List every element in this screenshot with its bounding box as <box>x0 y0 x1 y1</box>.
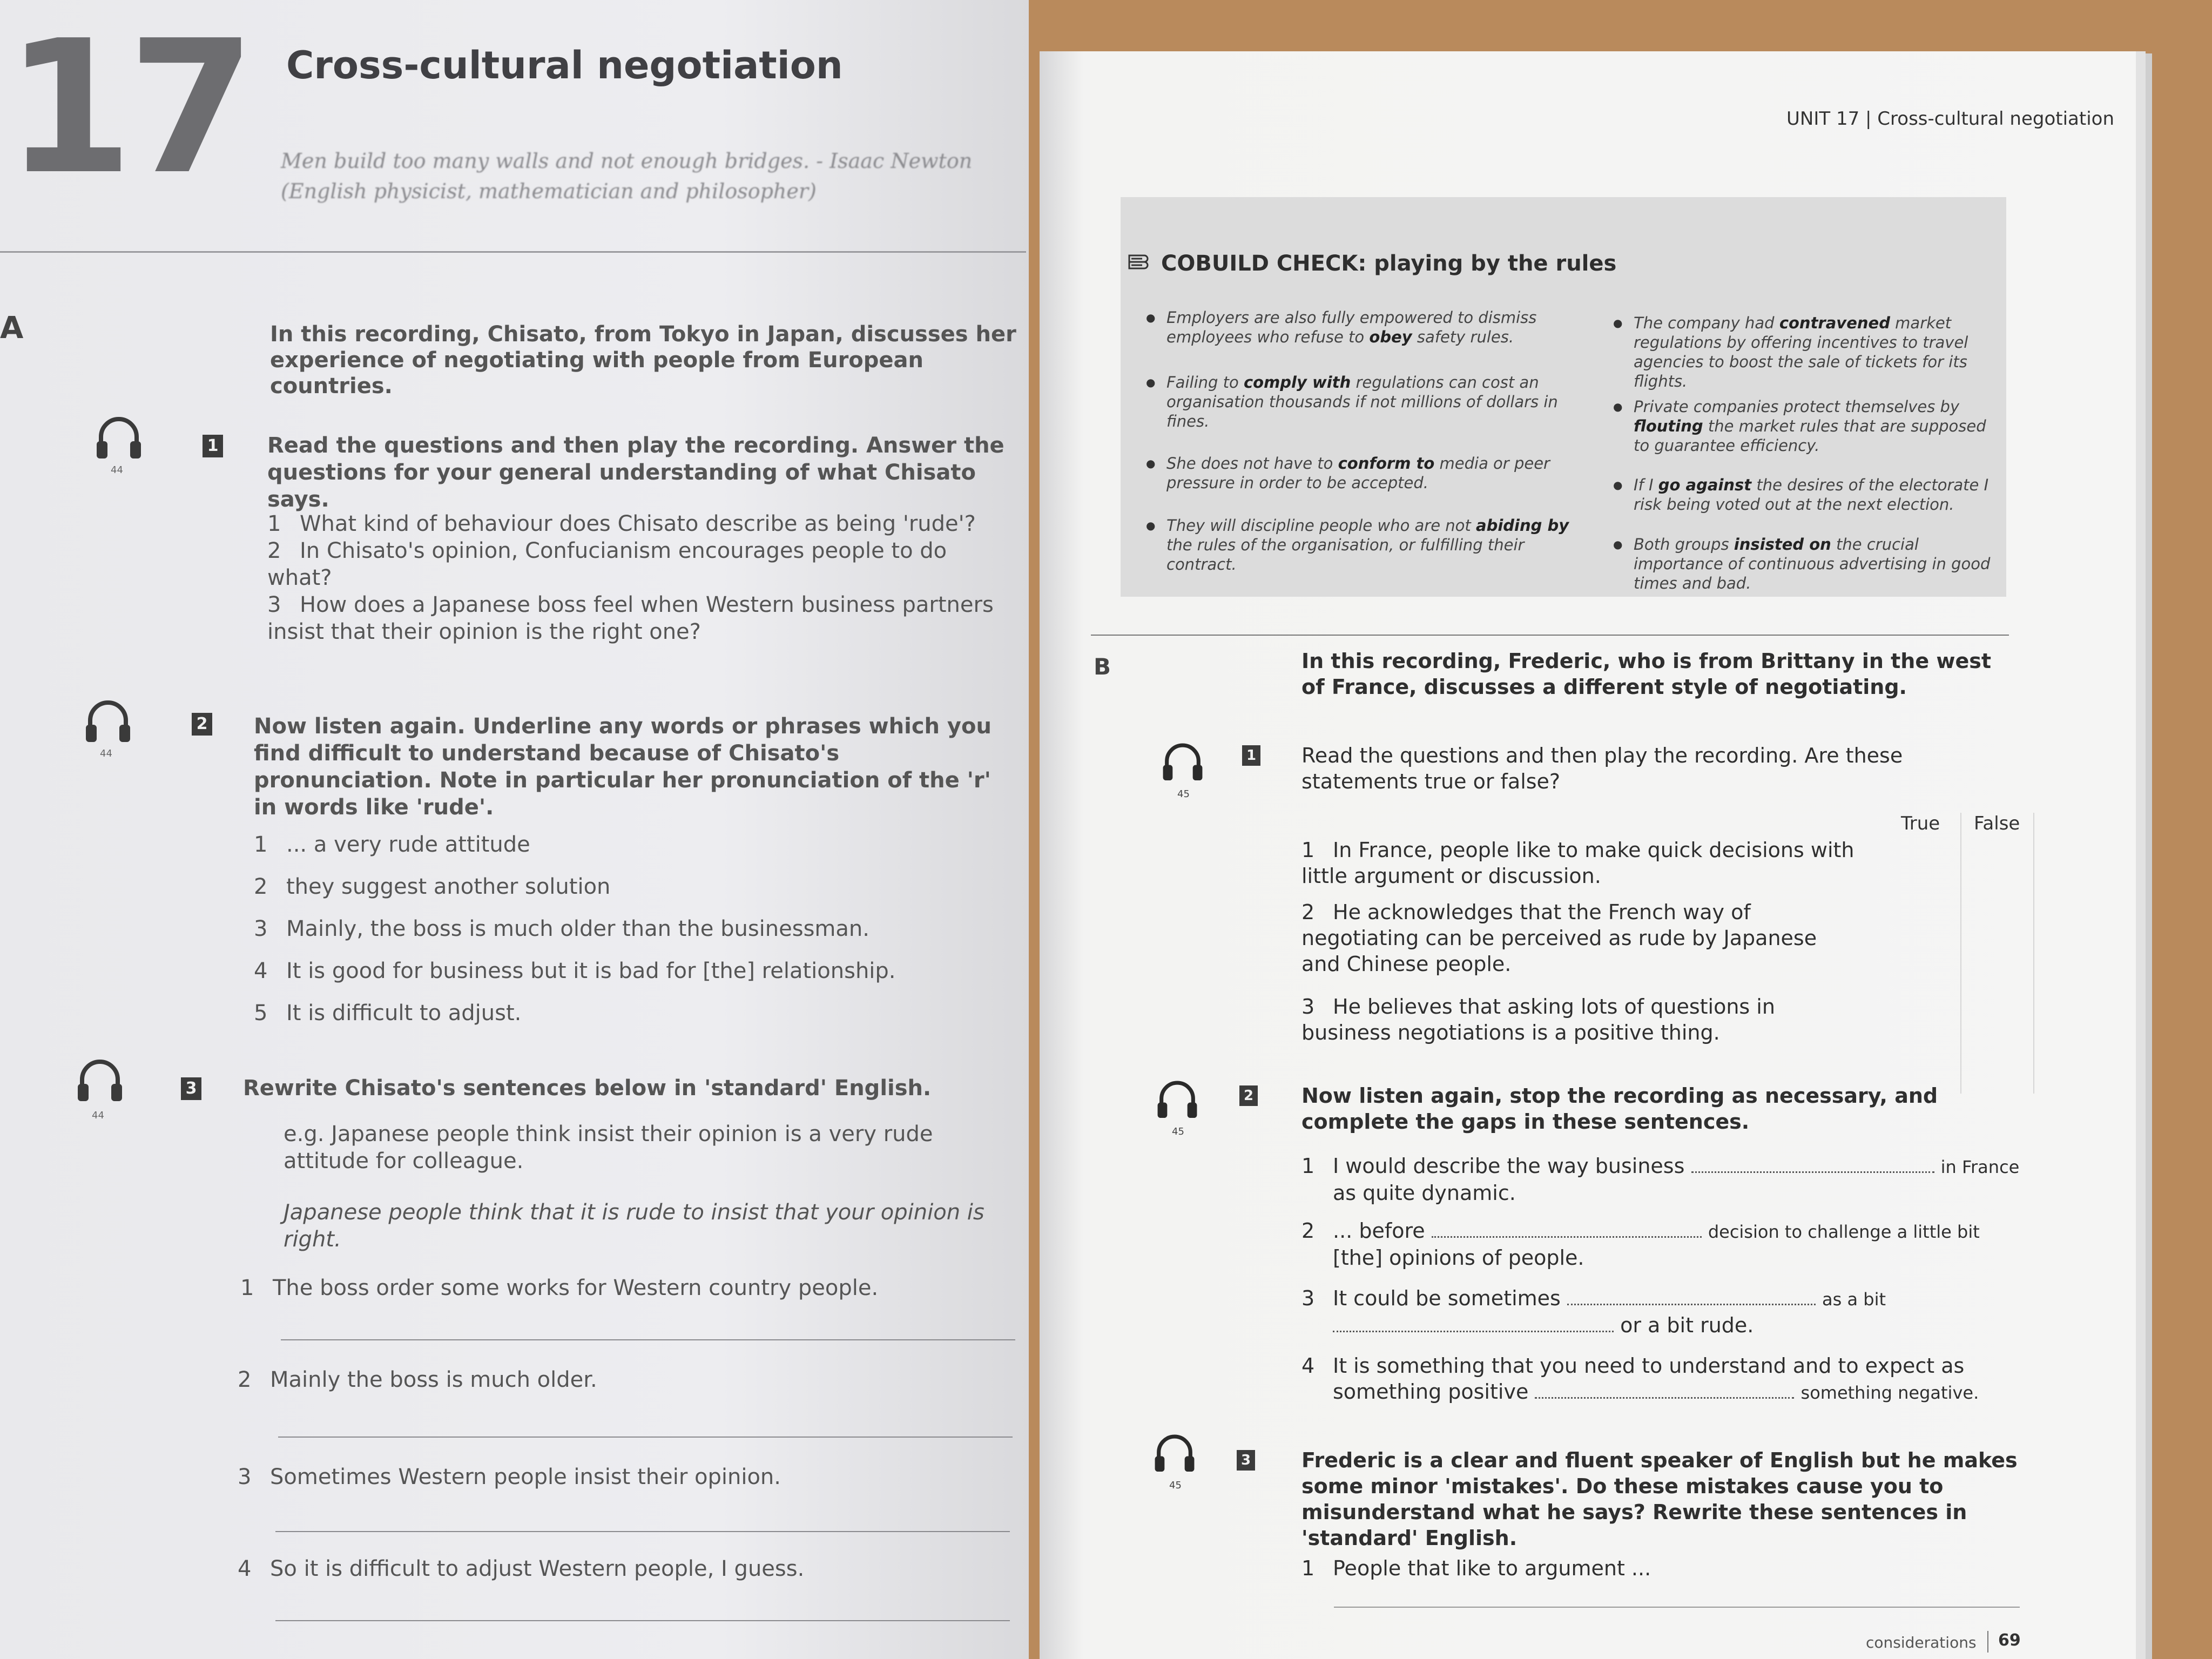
book-icon <box>1126 251 1150 275</box>
headphones-icon[interactable] <box>1153 1431 1196 1478</box>
audio-track-number: 45 <box>1177 788 1190 800</box>
unit-title: Cross-cultural negotiation <box>286 43 843 87</box>
answer-line[interactable] <box>1334 1607 2020 1608</box>
gap-item: 3 It could be sometimes as a bit or a bit rude. <box>1301 1286 1886 1337</box>
running-header: UNIT 17 | Cross-cultural negotiation <box>1786 108 2114 130</box>
exercise-a3-example-answer: Japanese people think that it is rude to insist that your opinion is right. <box>284 1200 984 1252</box>
column-header-true: True <box>1901 813 1940 834</box>
list-item: 1 ... a very rude attitude <box>254 832 530 857</box>
audio-track-number: 45 <box>1172 1126 1184 1137</box>
gap-field[interactable] <box>1691 1155 1934 1173</box>
section-letter-a: A <box>0 311 24 346</box>
list-item: 5 It is difficult to adjust. <box>254 1001 522 1026</box>
true-checkbox[interactable] <box>1909 840 1941 861</box>
exercise-a1-list <box>267 510 1018 645</box>
exercise-a2-instruction: Now listen again. Underline any words or phrases which you find difficult to understand because of Chisato's pronunciation. Note in particular her pronunciation of the 'r' in words like 'rude'. <box>254 714 992 820</box>
section-rule <box>1091 635 2009 636</box>
section-a-intro: In this recording, Chisato, from Tokyo in Japan, discusses her experience of negotiating with people from European countries. <box>270 322 1016 399</box>
section-b-intro: In this recording, Frederic, who is from Brittany in the west of France, discusses a different style of negotiating. <box>1301 649 1992 699</box>
exercise-a3-instruction: Rewrite Chisato's sentences below in 'standard' English. <box>243 1076 932 1101</box>
cobuild-title: COBUILD CHECK: playing by the rules <box>1161 251 1617 276</box>
exercise-b1-instruction: Read the questions and then play the recording. Are these statements true or false? <box>1301 744 1903 793</box>
cobuild-bullet: ● If I go against the desires of the electorate I risk being voted out at the next election. <box>1634 475 1995 514</box>
list-item: 4 It is good for business but it is bad for [the] relationship. <box>254 959 896 983</box>
false-checkbox[interactable] <box>1979 840 2012 861</box>
list-item: 3 Sometimes Western people insist their opinion. <box>238 1465 781 1489</box>
answer-line[interactable] <box>275 1620 1010 1621</box>
list-item: 1 The boss order some works for Western country people. <box>240 1276 879 1300</box>
true-checkbox[interactable] <box>1909 902 1941 923</box>
gap-field[interactable] <box>1535 1381 1794 1399</box>
answer-line[interactable] <box>281 1339 1015 1340</box>
right-page <box>1040 51 2136 1659</box>
exercise-number-badge: 1 <box>203 435 223 457</box>
section-letter-b: B <box>1094 653 1111 680</box>
exercise-number-badge: 2 <box>192 713 212 736</box>
audio-track-number: 44 <box>100 748 112 759</box>
false-checkbox[interactable] <box>1979 996 2012 1018</box>
cobuild-bullet: ● Private companies protect themselves by flouting the market rules that are supposed to guarantee efficiency. <box>1634 397 1995 455</box>
cobuild-bullet: ● Both groups insisted on the crucial importance of continuous advertising in good times and bad. <box>1634 535 1995 593</box>
column-divider <box>1960 813 1961 1094</box>
list-item: 1 People that like to argument ... <box>1301 1556 1651 1580</box>
list-item: 2 He acknowledges that the French way of negotiating can be perceived as rude by Japanese and Chinese people. <box>1301 900 1817 976</box>
page-number: 69 <box>1998 1631 2021 1650</box>
list-item: 4 So it is difficult to adjust Western people, I guess. <box>238 1556 805 1581</box>
quote-line-2: (English physicist, mathematician and philosopher) <box>281 179 817 203</box>
headphones-icon[interactable] <box>1156 1077 1199 1124</box>
column-header-false: False <box>1974 813 2020 834</box>
list-item: 1 In France, people like to make quick decisions with little argument or discussion. <box>1301 838 1854 888</box>
audio-track-number: 44 <box>111 464 123 476</box>
exercise-number-badge: 3 <box>181 1077 201 1100</box>
list-item: 2 Mainly the boss is much older. <box>238 1367 597 1392</box>
exercise-number-badge: 3 <box>1237 1450 1255 1471</box>
list-item: 3 Mainly, the boss is much older than the businessman. <box>254 916 869 941</box>
exercise-number-badge: 2 <box>1239 1085 1258 1106</box>
audio-track-number: 44 <box>92 1110 104 1121</box>
cobuild-bullet: ● Failing to comply with regulations can cost an organisation thousands if not millions of dollars in fines. <box>1166 373 1577 431</box>
gap-item: 4 It is something that you need to understand and to expect as something positive something negative. <box>1301 1354 1979 1404</box>
headphones-icon[interactable] <box>95 413 143 465</box>
gap-item: 1 I would describe the way business in France as quite dynamic. <box>1301 1154 2020 1205</box>
answer-line[interactable] <box>275 1531 1010 1532</box>
audio-track-number: 45 <box>1169 1480 1182 1491</box>
gap-item: 2 ... before decision to challenge a little bit [the] opinions of people. <box>1301 1219 1980 1270</box>
headphones-icon[interactable] <box>1161 740 1204 786</box>
exercise-a2-list <box>254 824 1021 1034</box>
cobuild-box <box>1121 197 2006 597</box>
true-checkbox[interactable] <box>1909 996 1941 1018</box>
header-rule <box>0 251 1026 253</box>
cobuild-bullet: ● The company had contravened market regulations by offering incentives to travel agencies to boost the sale of tickets for its flights. <box>1634 313 1995 391</box>
list-item: 3 He believes that asking lots of questions in business negotiations is a positive thing. <box>1301 995 1775 1044</box>
column-divider <box>2033 813 2034 1094</box>
gap-field[interactable] <box>1333 1314 1614 1332</box>
cobuild-bullet: ● Employers are also fully empowered to dismiss employees who refuse to obey safety rules. <box>1166 308 1577 347</box>
headphones-icon[interactable] <box>76 1056 124 1108</box>
quote <box>281 146 1026 206</box>
quote-line-1: Men build too many walls and not enough bridges. - Isaac Newton <box>281 149 973 173</box>
exercise-a1-instruction: Read the questions and then play the recording. Answer the questions for your general understanding of what Chisato says. <box>267 433 1004 512</box>
footer-label: considerations <box>1866 1634 1977 1651</box>
unit-number: 17 <box>5 1 251 215</box>
list-item: 3 How does a Japanese boss feel when Western business partners insist that their opinion is the right one? <box>267 592 994 644</box>
false-checkbox[interactable] <box>1979 902 2012 923</box>
gap-field[interactable] <box>1567 1287 1816 1305</box>
exercise-number-badge: 1 <box>1242 745 1260 766</box>
exercise-a3-example: e.g. Japanese people think insist their opinion is a very rude attitude for colleague. <box>284 1122 933 1174</box>
footer-divider <box>1987 1631 1988 1653</box>
exercise-b3-instruction: Frederic is a clear and fluent speaker of English but he makes some minor 'mistakes'. Do these mistakes cause you to misunderstand what he says? Rewrite these sentences in 'standard' English. <box>1301 1448 2018 1550</box>
list-item: 2 In Chisato's opinion, Confucianism encourages people to do what? <box>267 538 947 590</box>
cobuild-bullet: ● They will discipline people who are not abiding by the rules of the organisation, or fulfilling their contract. <box>1166 516 1577 574</box>
answer-line[interactable] <box>278 1437 1013 1438</box>
headphones-icon[interactable] <box>84 697 132 748</box>
list-item: 2 they suggest another solution <box>254 874 611 899</box>
cobuild-bullet: ● She does not have to conform to media or peer pressure in order to be accepted. <box>1166 454 1577 493</box>
list-item: 1 What kind of behaviour does Chisato describe as being 'rude'? <box>267 511 976 536</box>
gap-field[interactable] <box>1432 1220 1702 1238</box>
exercise-b2-instruction: Now listen again, stop the recording as necessary, and complete the gaps in these sentences. <box>1301 1084 1938 1134</box>
left-page <box>0 0 1029 1659</box>
